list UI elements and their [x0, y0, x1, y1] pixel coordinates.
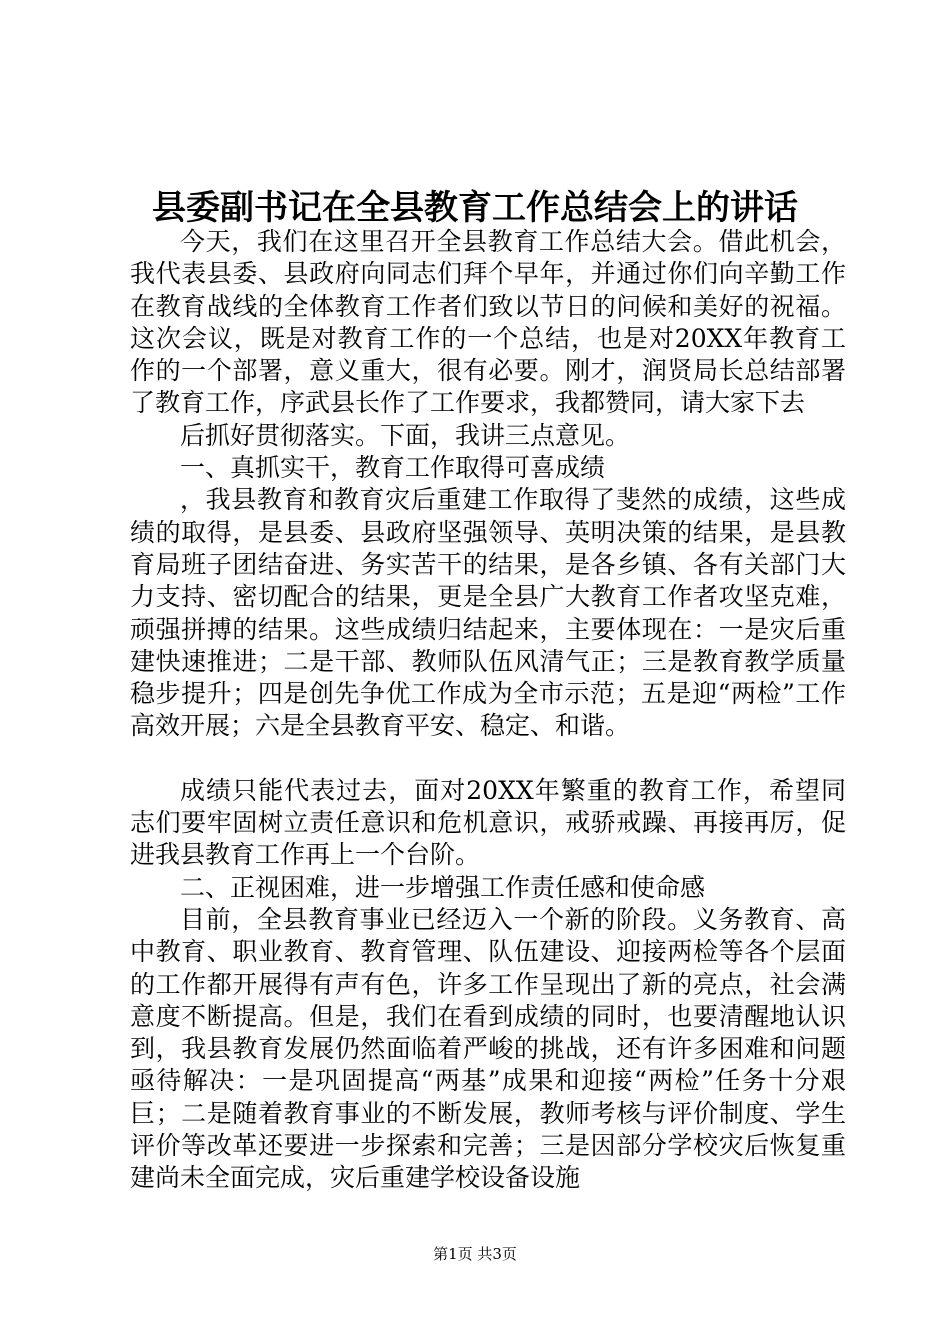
document-title: 县委副书记在全县教育工作总结会上的讲话: [152, 188, 798, 228]
page-footer: 第1页 共3页: [433, 1245, 517, 1263]
paragraph-continuation: 后抓好贯彻落实。下面，我讲三点意见。: [180, 420, 631, 450]
paragraph-challenges: 目前，全县教育事业已经迈入一个新的阶段。义务教育、高中教育、职业教育、教育管理、队伍建设、迎接两检等各个层面的工作都开展得有声有色，许多工作呈现出了新的亮点，社会满意度不断提高。但是，我们在看到成绩的同时，也要清醒地认识到，我县教育发展仍然面临着严峻的挑战，还有许多困难和问题亟待解决：一是巩固提高“两基”成果和迎接“两检”任务十分艰巨；二是随着教育事业的不断发展，教师考核与评价制度、学生评价等改革还要进一步探索和完善；三是因部分学校灾后恢复重建尚未全面完成，灾后重建学校设备设施: [130, 904, 846, 1193]
paragraph-opening: 今天，我们在这里召开全县教育工作总结大会。借此机会，我代表县委、县政府向同志们拜个早年，并通过你们向辛勤工作在教育战线的全体教育工作者们致以节日的问候和美好的祝福。这次会议，既是对教育工作的一个总结，也是对20XX年教育工作的一个部署，意义重大，很有必要。刚才，润贤局长总结部署了教育工作，序武县长作了工作要求，我都赞同，请大家下去: [130, 227, 846, 418]
paragraph-outlook: 成绩只能代表过去，面对20XX年繁重的教育工作，希望同志们要牢固树立责任意识和危机意识，戒骄戒躁、再接再厉，促进我县教育工作再上一个台阶。: [130, 775, 846, 870]
document-body: [130, 226, 846, 1195]
section-heading-2: 二、正视困难，进一步增强工作责任感和使命感: [180, 872, 706, 902]
section-heading-1: 一、真抓实干，教育工作取得可喜成绩: [180, 453, 606, 483]
paragraph-spacer: [130, 743, 846, 775]
paragraph-achievements: ，我县教育和教育灾后重建工作取得了斐然的成绩，这些成绩的取得，是县委、县政府坚强领导、英明决策的结果，是县教育局班子团结奋进、务实苦干的结果，是各乡镇、各有关部门大力支持、密切配合的结果，更是全县广大教育工作者攻坚克难，顽强拼搏的结果。这些成绩归结起来，主要体现在：一是灾后重建快速推进；二是干部、教师队伍风清气正；三是教育教学质量稳步提升；四是创先争优工作成为全市示范；五是迎“两检”工作高效开展；六是全县教育平安、稳定、和谐。: [130, 485, 846, 741]
